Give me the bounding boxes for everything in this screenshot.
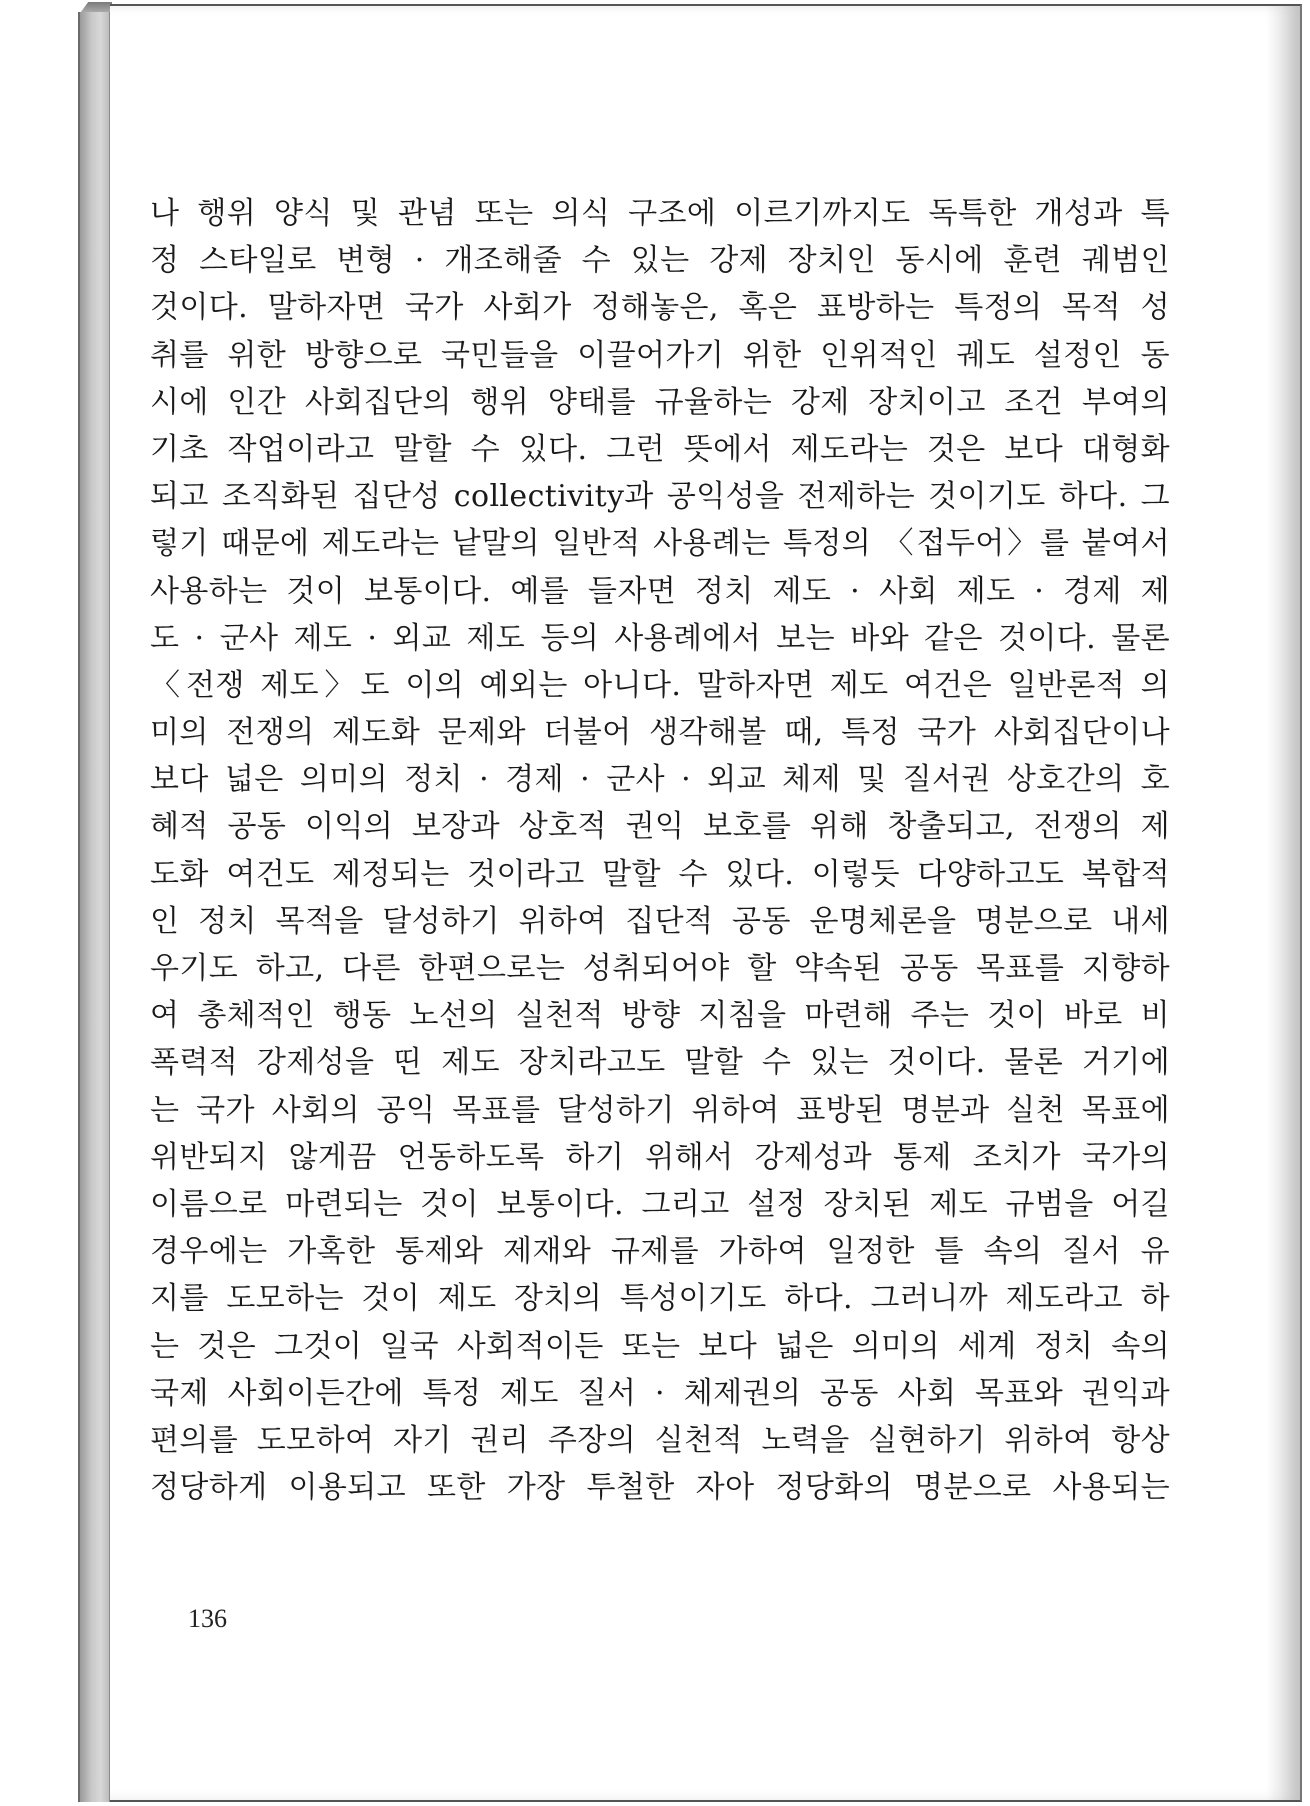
- text-line: 국제 사회이든간에 특정 제도 질서 · 체제권의 공동 사회 목표와 권익과: [150, 1375, 1170, 1411]
- text-line: 이름으로 마련되는 것이 보통이다. 그리고 설정 장치된 제도 규범을 어길: [150, 1186, 1170, 1222]
- text-line: 도 · 군사 제도 · 외교 제도 등의 사용례에서 보는 바와 같은 것이다. 물론: [150, 620, 1170, 656]
- text-line: 나 행위 양식 및 관념 또는 의식 구조에 이르기까지도 독특한 개성과 특: [150, 196, 1170, 231]
- text-line: 여 총체적인 행동 노선의 실천적 방향 지침을 마련해 주는 것이 바로 비: [150, 998, 1170, 1034]
- text-line: 정 스타일로 변형 · 개조해줄 수 있는 강제 장치인 동시에 훈련 궤범인: [150, 243, 1170, 279]
- text-line: 사용하는 것이 보통이다. 예를 들자면 정치 제도 · 사회 제도 · 경제 제: [150, 573, 1170, 609]
- page-number: 136: [188, 1604, 227, 1633]
- book-spine: [78, 12, 110, 1802]
- text-line: 시에 인간 사회집단의 행위 양태를 규율하는 강제 장치이고 조건 부여의: [150, 384, 1170, 420]
- text-line: 위반되지 않게끔 언동하도록 하기 위해서 강제성과 통제 조치가 국가의: [150, 1139, 1170, 1175]
- text-line: 정당하게 이용되고 또한 가장 투철한 자아 정당화의 명분으로 사용되는: [150, 1470, 1170, 1506]
- text-line: 혜적 공동 이익의 보장과 상호적 권익 보호를 위해 창출되고, 전쟁의 제: [150, 809, 1170, 845]
- text-line: 도화 여건도 제정되는 것이라고 말할 수 있다. 이렇듯 다양하고도 복합적: [150, 856, 1170, 892]
- page-edge-shadow: [1266, 6, 1300, 1800]
- text-line: 인 정치 목적을 달성하기 위하여 집단적 공동 운명체론을 명분으로 내세: [150, 903, 1170, 939]
- body-text: [150, 190, 1170, 1511]
- text-line: 경우에는 가혹한 통제와 제재와 규제를 가하여 일정한 틀 속의 질서 유: [150, 1234, 1170, 1270]
- text-line: 〈전쟁 제도〉도 이의 예외는 아니다. 말하자면 제도 여건은 일반론적 의: [150, 667, 1170, 703]
- text-line: 렇기 때문에 제도라는 낱말의 일반적 사용례는 특정의 〈접두어〉를 붙여서: [150, 526, 1170, 562]
- text-line: 기초 작업이라고 말할 수 있다. 그런 뜻에서 제도라는 것은 보다 대형화: [150, 431, 1170, 467]
- text-line: 취를 위한 방향으로 국민들을 이끌어가기 위한 인위적인 궤도 설정인 동: [150, 337, 1170, 373]
- text-line: 편의를 도모하여 자기 권리 주장의 실천적 노력을 실현하기 위하여 항상: [150, 1422, 1170, 1458]
- text-line: 것이다. 말하자면 국가 사회가 정해놓은, 혹은 표방하는 특정의 목적 성: [150, 290, 1170, 326]
- text-line: 우기도 하고, 다른 한편으로는 성취되어야 할 약속된 공동 목표를 지향하: [150, 951, 1170, 986]
- text-line: 지를 도모하는 것이 제도 장치의 특성이기도 하다. 그러니까 제도라고 하: [150, 1281, 1170, 1317]
- text-line: 는 것은 그것이 일국 사회적이든 또는 보다 넓은 의미의 세계 정치 속의: [150, 1328, 1170, 1364]
- text-line: 미의 전쟁의 제도화 문제와 더불어 생각해볼 때, 특정 국가 사회집단이나: [150, 715, 1170, 751]
- text-line: 폭력적 강제성을 띤 제도 장치라고도 말할 수 있는 것이다. 물론 거기에: [150, 1045, 1170, 1081]
- text-line: 는 국가 사회의 공익 목표를 달성하기 위하여 표방된 명분과 실천 목표에: [150, 1092, 1170, 1128]
- text-line: 보다 넓은 의미의 정치 · 경제 · 군사 · 외교 체제 및 질서권 상호간의 호: [150, 762, 1170, 798]
- text-line: 되고 조직화된 집단성 collectivity과 공익성을 전제하는 것이기도 하다. 그: [150, 479, 1170, 515]
